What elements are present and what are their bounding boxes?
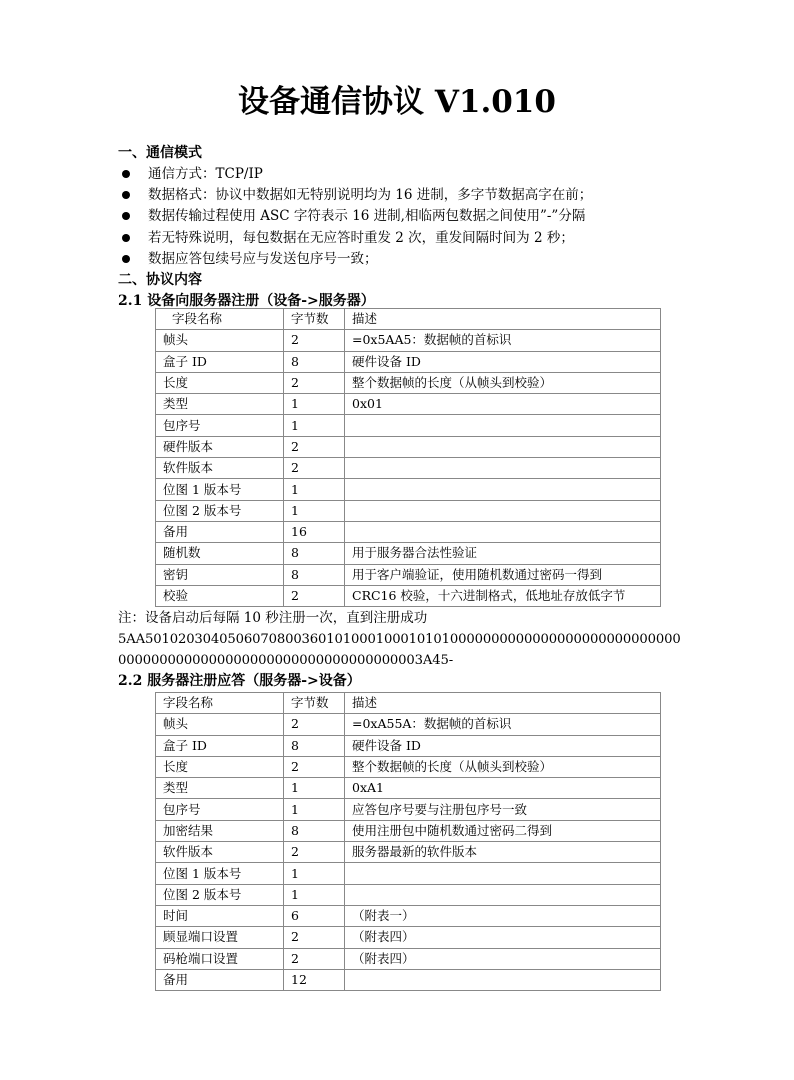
hex-sample [118, 629, 681, 671]
table-row [156, 905, 661, 926]
description-cell: （附表一） [345, 905, 661, 926]
field-name-cell: 随机数 [156, 543, 284, 564]
bullet-item: 数据格式：协议中数据如无特别说明均为 16 进制，多字节数据高字在前； [118, 185, 592, 206]
field-name-cell: 位图 1 版本号 [156, 863, 284, 884]
register-response-table [155, 692, 661, 991]
description-cell [345, 458, 661, 479]
register-table [155, 308, 661, 607]
byte-count-cell: 2 [284, 842, 345, 863]
field-name-cell: 备用 [156, 521, 284, 542]
table-row [156, 714, 661, 735]
byte-count-cell: 1 [284, 415, 345, 436]
bullet-item: 数据传输过程使用 ASC 字符表示 16 进制,相临两包数据之间使用”-”分隔 [118, 206, 592, 227]
field-name-cell: 位图 2 版本号 [156, 884, 284, 905]
table-row [156, 500, 661, 521]
description-cell [345, 436, 661, 457]
byte-count-cell: 1 [284, 884, 345, 905]
byte-count-cell: 8 [284, 820, 345, 841]
description-cell: （附表四） [345, 927, 661, 948]
byte-count-cell: 12 [284, 969, 345, 990]
description-cell: 应答包序号要与注册包序号一致 [345, 799, 661, 820]
field-name-cell: 码枪端口设置 [156, 948, 284, 969]
field-name-cell: 加密结果 [156, 820, 284, 841]
byte-count-cell: 8 [284, 543, 345, 564]
table-row [156, 778, 661, 799]
table-row [156, 394, 661, 415]
header-cell: 字节数 [284, 309, 345, 330]
field-name-cell: 密钥 [156, 564, 284, 585]
description-cell [345, 969, 661, 990]
byte-count-cell: 2 [284, 436, 345, 457]
byte-count-cell: 8 [284, 351, 345, 372]
field-name-cell: 盒子 ID [156, 351, 284, 372]
table-row [156, 564, 661, 585]
bullet-item: 数据应答包续号应与发送包序号一致； [118, 249, 592, 270]
description-cell [345, 415, 661, 436]
field-name-cell: 类型 [156, 778, 284, 799]
description-cell: =0xA55A：数据帧的首标识 [345, 714, 661, 735]
table-row [156, 415, 661, 436]
table-row [156, 585, 661, 606]
description-cell: CRC16 校验，十六进制格式，低地址存放低字节 [345, 585, 661, 606]
field-name-cell: 包序号 [156, 415, 284, 436]
field-name-cell: 类型 [156, 394, 284, 415]
header-cell: 字段名称 [156, 693, 284, 714]
field-name-cell: 顾显端口设置 [156, 927, 284, 948]
byte-count-cell: 8 [284, 735, 345, 756]
byte-count-cell: 2 [284, 927, 345, 948]
description-cell: 用于客户端验证，使用随机数通过密码一得到 [345, 564, 661, 585]
byte-count-cell: 1 [284, 799, 345, 820]
description-cell: 用于服务器合法性验证 [345, 543, 661, 564]
description-cell: （附表四） [345, 948, 661, 969]
table-row [156, 884, 661, 905]
table-header-row [156, 309, 661, 330]
table-row [156, 372, 661, 393]
byte-count-cell: 2 [284, 458, 345, 479]
description-cell: 使用注册包中随机数通过密码二得到 [345, 820, 661, 841]
byte-count-cell: 2 [284, 756, 345, 777]
bullet-list [118, 164, 592, 270]
field-name-cell: 帧头 [156, 330, 284, 351]
field-name-cell: 长度 [156, 372, 284, 393]
field-name-cell: 软件版本 [156, 842, 284, 863]
field-name-cell: 备用 [156, 969, 284, 990]
field-name-cell: 长度 [156, 756, 284, 777]
byte-count-cell: 1 [284, 500, 345, 521]
byte-count-cell: 6 [284, 905, 345, 926]
field-name-cell: 时间 [156, 905, 284, 926]
table-row [156, 436, 661, 457]
field-name-cell: 位图 2 版本号 [156, 500, 284, 521]
section-communication-mode [118, 143, 592, 312]
description-cell: 服务器最新的软件版本 [345, 842, 661, 863]
bullet-item: 若无特殊说明，每包数据在无应答时重发 2 次，重发间隔时间为 2 秒； [118, 228, 592, 249]
field-name-cell: 软件版本 [156, 458, 284, 479]
byte-count-cell: 1 [284, 778, 345, 799]
table-row [156, 458, 661, 479]
description-cell: 0x01 [345, 394, 661, 415]
document-title: 设备通信协议 V1.010 [238, 84, 556, 120]
description-cell [345, 479, 661, 500]
header-cell: 描述 [345, 309, 661, 330]
bullet-item: 通信方式：TCP/IP [118, 164, 592, 185]
description-cell: 整个数据帧的长度（从帧头到校验） [345, 756, 661, 777]
description-cell: 0xA1 [345, 778, 661, 799]
description-cell: 整个数据帧的长度（从帧头到校验） [345, 372, 661, 393]
byte-count-cell: 2 [284, 585, 345, 606]
field-name-cell: 硬件版本 [156, 436, 284, 457]
field-name-cell: 校验 [156, 585, 284, 606]
subsection-heading: 2.1 设备向服务器注册（设备->服务器） [118, 292, 375, 309]
section-heading: 二、协议内容 [118, 271, 202, 288]
description-cell [345, 500, 661, 521]
hex-line: 0000000000000000000000000000000000003A45- [118, 653, 454, 668]
table-row [156, 969, 661, 990]
table-row [156, 863, 661, 884]
byte-count-cell: 1 [284, 479, 345, 500]
field-name-cell: 位图 1 版本号 [156, 479, 284, 500]
byte-count-cell: 2 [284, 372, 345, 393]
hex-line: 5AA50102030405060708003601010001000101010000000000000000000000000000 [118, 632, 681, 647]
subsection-2-2 [118, 671, 361, 692]
table-row [156, 479, 661, 500]
field-name-cell: 帧头 [156, 714, 284, 735]
byte-count-cell: 8 [284, 564, 345, 585]
description-cell [345, 863, 661, 884]
table-row [156, 756, 661, 777]
field-name-cell: 包序号 [156, 799, 284, 820]
description-cell [345, 884, 661, 905]
description-cell: =0x5AA5：数据帧的首标识 [345, 330, 661, 351]
header-cell: 字节数 [284, 693, 345, 714]
table-row [156, 330, 661, 351]
table-row [156, 735, 661, 756]
header-cell: 描述 [345, 693, 661, 714]
section-heading: 一、通信模式 [118, 145, 202, 161]
table-row [156, 543, 661, 564]
field-name-cell: 盒子 ID [156, 735, 284, 756]
subsection-heading: 2.2 服务器注册应答（服务器->设备） [118, 673, 361, 689]
table-row [156, 351, 661, 372]
byte-count-cell: 1 [284, 863, 345, 884]
byte-count-cell: 1 [284, 394, 345, 415]
description-cell: 硬件设备 ID [345, 351, 661, 372]
table-row [156, 820, 661, 841]
note-block [118, 608, 427, 629]
description-cell [345, 521, 661, 542]
table-row [156, 521, 661, 542]
table-row [156, 799, 661, 820]
table-header-row [156, 693, 661, 714]
description-cell: 硬件设备 ID [345, 735, 661, 756]
note-text: 注：设备启动后每隔 10 秒注册一次，直到注册成功 [118, 610, 428, 626]
byte-count-cell: 2 [284, 948, 345, 969]
header-cell: 字段名称 [156, 309, 284, 330]
byte-count-cell: 16 [284, 521, 345, 542]
table-row [156, 927, 661, 948]
table-row [156, 842, 661, 863]
byte-count-cell: 2 [284, 714, 345, 735]
table-row [156, 948, 661, 969]
byte-count-cell: 2 [284, 330, 345, 351]
